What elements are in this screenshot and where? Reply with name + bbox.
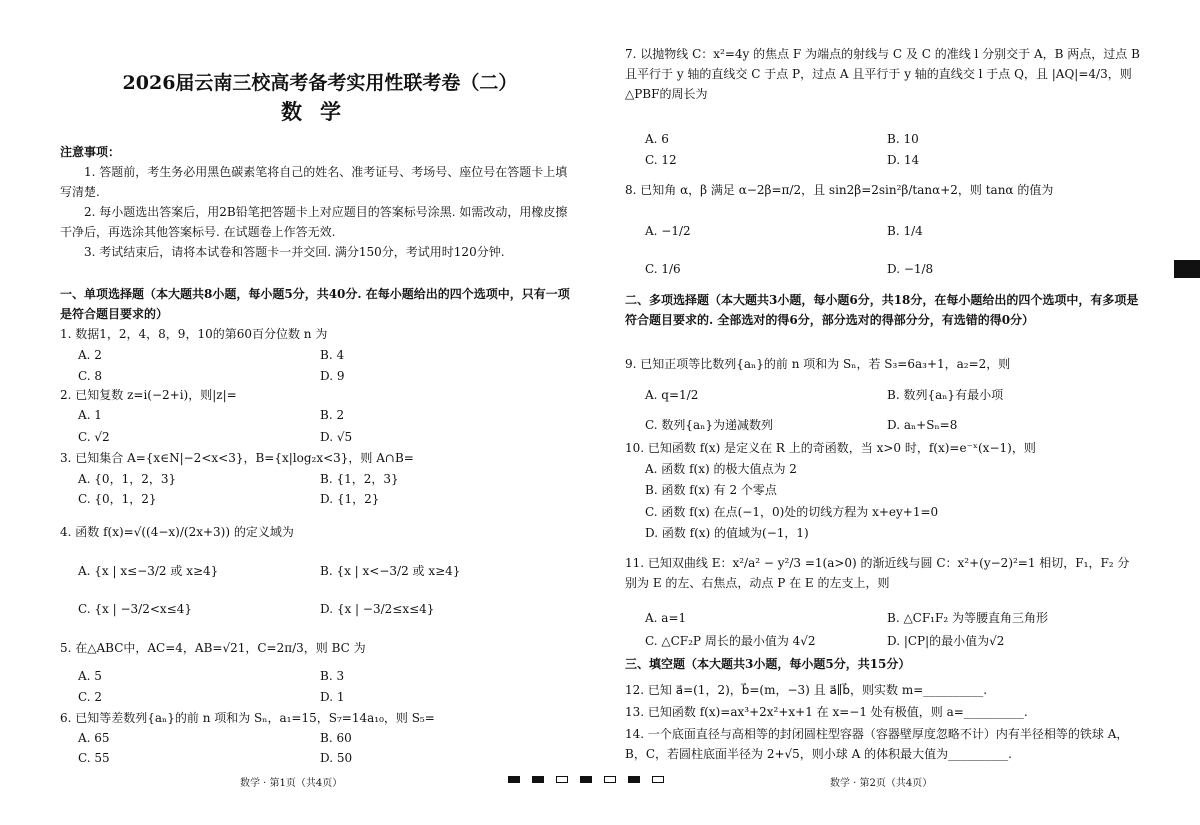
notes-heading: 注意事项： bbox=[60, 145, 121, 159]
option: A. {0，1，2，3} bbox=[78, 472, 177, 486]
note-item: 1. 答题前，考生务必用黑色碳素笔将自己的姓名、准考证号、考场号、座位号在答题卡上填写清楚. bbox=[60, 165, 568, 199]
question-stem: 13. 已知函数 f(x)=ax³+2x²+x+1 在 x=−1 处有极值，则 a=__________. bbox=[625, 705, 1028, 719]
option: D. 50 bbox=[320, 751, 353, 765]
option: C. △CF₂P 周长的最小值为 4√2 bbox=[645, 634, 816, 648]
subject-title: 数学 bbox=[281, 99, 359, 124]
question-stem: 6. 已知等差数列{aₙ}的前 n 项和为 Sₙ，a₁=15，S₇=14a₁₀，则 S₅= bbox=[60, 711, 435, 725]
mark-filled bbox=[508, 776, 520, 783]
question-stem: 9. 已知正项等比数列{aₙ}的前 n 项和为 Sₙ，若 S₃=6a₃+1，a₂=2，则 bbox=[625, 357, 1011, 371]
option: A. 6 bbox=[645, 132, 669, 146]
question-stem: 7. 以抛物线 C：x²=4y 的焦点 F 为端点的射线与 C 及 C 的准线 l 分别交于 A，B 两点，过点 B 且平行于 y 轴的直线交 C 于点 P，过点 A 且平行于 y 轴的直线交 l 于点 Q，且 |AQ|=4/3，则△PBF的周长为 bbox=[625, 47, 1140, 101]
question-stem: 3. 已知集合 A={x∈N|−2<x<3}，B={x|log₂x<3}，则 A∩B= bbox=[60, 451, 414, 465]
option: D. 1 bbox=[320, 690, 345, 704]
note-item: 2. 每小题选出答案后，用2B铅笔把答题卡上对应题目的答案标号涂黑. 如需改动，用橡皮擦干净后，再选涂其他答案标号. 在试题卷上作答无效. bbox=[60, 205, 568, 239]
option: C. 55 bbox=[78, 751, 110, 765]
option: D. |CP|的最小值为√2 bbox=[887, 634, 1005, 648]
question-stem: 11. 已知双曲线 E：x²/a² − y²/3 =1(a>0) 的渐近线与圆 C：x²+(y−2)²=1 相切，F₁，F₂ 分别为 E 的左、右焦点，动点 P 在 E 的左支上，则 bbox=[625, 556, 1130, 590]
section3-heading: 三、填空题（本大题共3小题，每小题5分，共15分） bbox=[625, 657, 911, 671]
question-stem: 1. 数据1，2，4，8，9，10的第60百分位数 n 为 bbox=[60, 327, 328, 341]
mark-filled bbox=[532, 776, 544, 783]
option: A. 5 bbox=[78, 669, 102, 683]
option: B. 2 bbox=[320, 408, 345, 422]
section1-heading: 一、单项选择题（本大题共8小题，每小题5分，共40分. 在每小题给出的四个选项中，只有一项是符合题目要求的） bbox=[60, 287, 570, 321]
option: A. 函数 f(x) 的极大值点为 2 bbox=[645, 462, 797, 476]
option: A. 65 bbox=[78, 731, 110, 745]
option: A. q=1/2 bbox=[645, 388, 699, 402]
option: C. 2 bbox=[78, 690, 103, 704]
question-stem: 10. 已知函数 f(x) 是定义在 R 上的奇函数，当 x>0 时，f(x)=e⁻ˣ(x−1)，则 bbox=[625, 441, 1036, 455]
option: C. 函数 f(x) 在点(−1，0)处的切线方程为 x+ey+1=0 bbox=[645, 505, 939, 519]
option: B. △CF₁F₂ 为等腰直角三角形 bbox=[887, 611, 1048, 625]
question-stem: 5. 在△ABC中，AC=4，AB=√21，C=2π/3，则 BC 为 bbox=[60, 641, 366, 655]
option: B. 4 bbox=[320, 348, 345, 362]
page-marks bbox=[508, 776, 664, 783]
option: D. −1/8 bbox=[887, 262, 934, 276]
option: B. 数列{aₙ}有最小项 bbox=[887, 388, 1004, 402]
option: D. {x | −3/2≤x≤4} bbox=[320, 602, 435, 616]
mark-filled bbox=[580, 776, 592, 783]
option: A. −1/2 bbox=[645, 224, 691, 238]
option: A. 1 bbox=[78, 408, 102, 422]
option: B. 3 bbox=[320, 669, 345, 683]
option: C. {0，1，2} bbox=[78, 492, 157, 506]
option: C. {x | −3/2<x≤4} bbox=[78, 602, 192, 616]
option: A. {x | x≤−3/2 或 x≥4} bbox=[78, 564, 219, 578]
option: B. {x | x<−3/2 或 x≥4} bbox=[320, 564, 461, 578]
question-stem: 4. 函数 f(x)=√((4−x)/(2x+3)) 的定义域为 bbox=[60, 525, 294, 539]
page-footer-left: 数学 · 第1页（共4页） bbox=[240, 778, 343, 789]
edge-marker bbox=[1174, 260, 1200, 278]
option: D. aₙ+Sₙ=8 bbox=[887, 418, 958, 432]
option: D. √5 bbox=[320, 430, 353, 444]
mark-empty bbox=[556, 776, 568, 783]
page-footer-right: 数学 · 第2页（共4页） bbox=[830, 778, 933, 789]
question-stem: 2. 已知复数 z=i(−2+i)，则|z|= bbox=[60, 388, 237, 402]
note-item: 3. 考试结束后，请将本试卷和答题卡一并交回. 满分150分，考试用时120分钟. bbox=[84, 245, 505, 259]
option: B. 函数 f(x) 有 2 个零点 bbox=[645, 483, 777, 497]
option: D. {1，2} bbox=[320, 492, 380, 506]
option: B. {1，2，3} bbox=[320, 472, 399, 486]
question-stem: 12. 已知 a⃗=(1，2)，b⃗=(m，−3) 且 a⃗∥b⃗，则实数 m=__________. bbox=[625, 683, 988, 697]
option: C. 8 bbox=[78, 369, 103, 383]
option: B. 10 bbox=[887, 132, 919, 146]
option: A. a=1 bbox=[645, 611, 687, 625]
mark-empty bbox=[604, 776, 616, 783]
question-stem: 14. 一个底面直径与高相等的封闭圆柱型容器（容器壁厚度忽略不计）内有半径相等的铁球 A，B，C，若圆柱底面半径为 2+√5，则小球 A 的体积最大值为__________. bbox=[625, 727, 1129, 761]
option: C. 1/6 bbox=[645, 262, 681, 276]
exam-title: 2026届云南三校高考备考实用性联考卷（二） bbox=[122, 72, 518, 94]
option: C. 数列{aₙ}为递减数列 bbox=[645, 418, 773, 432]
option: D. 函数 f(x) 的值域为(−1，1) bbox=[645, 526, 809, 540]
option: D. 14 bbox=[887, 153, 920, 167]
section2-heading: 二、多项选择题（本大题共3小题，每小题6分，共18分，在每小题给出的四个选项中，有多项是符合题目要求的. 全部选对的得6分，部分选对的得部分分，有选错的得0分） bbox=[625, 293, 1139, 327]
option: D. 9 bbox=[320, 369, 345, 383]
option: C. 12 bbox=[645, 153, 677, 167]
mark-filled bbox=[628, 776, 640, 783]
question-stem: 8. 已知角 α，β 满足 α−2β=π/2，且 sin2β=2sin²β/tanα+2，则 tanα 的值为 bbox=[625, 183, 1054, 197]
option: B. 1/4 bbox=[887, 224, 923, 238]
mark-empty bbox=[652, 776, 664, 783]
option: A. 2 bbox=[78, 348, 102, 362]
option: B. 60 bbox=[320, 731, 352, 745]
option: C. √2 bbox=[78, 430, 110, 444]
